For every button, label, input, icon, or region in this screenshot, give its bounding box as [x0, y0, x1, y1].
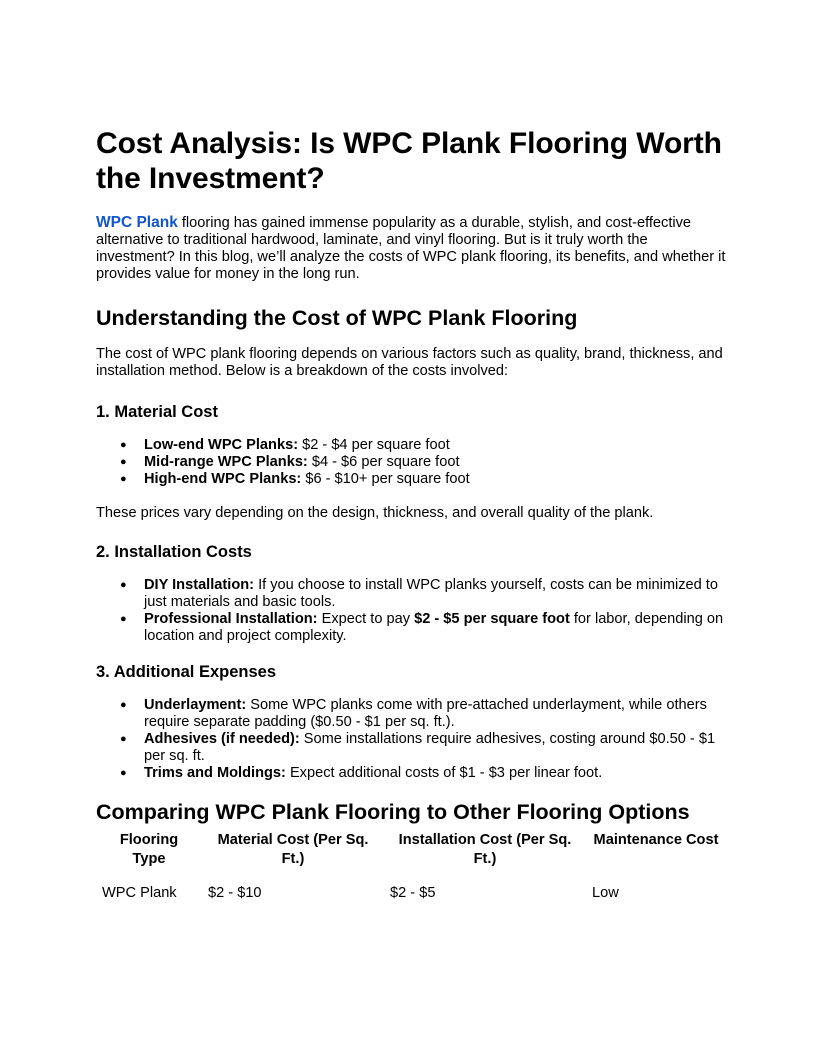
table-cell: Low	[592, 885, 619, 901]
column-header: Installation Cost (Per Sq. Ft.)	[398, 832, 572, 867]
list-item-label: Trims and Moldings:	[144, 765, 286, 781]
page-title: Cost Analysis: Is WPC Plank Flooring Worth the Investment?	[96, 127, 722, 195]
section-heading-comparison: Comparing WPC Plank Flooring to Other Flooring Options	[96, 800, 690, 824]
comparison-table	[96, 831, 726, 908]
list-item	[96, 731, 726, 765]
installation-costs-list	[96, 577, 726, 645]
list-item	[96, 765, 726, 782]
list-item-text: Expect to pay	[317, 611, 415, 627]
material-note: These prices vary depending on the design, thickness, and overall quality of the plank.	[96, 505, 654, 521]
installation-costs-heading: 2. Installation Costs	[96, 543, 252, 561]
list-item-text: for labor, depending on location and project complexity.	[144, 611, 724, 644]
list-item-text: Some installations require adhesives, costing around $0.50 - $1 per sq. ft.	[144, 731, 716, 764]
list-item-label: High-end WPC Planks:	[144, 471, 302, 487]
table-cell: WPC Plank	[102, 885, 177, 901]
material-cost-heading: 1. Material Cost	[96, 403, 218, 421]
list-item-label: Underlayment:	[144, 697, 247, 713]
list-item-text: $6 - $10+ per square foot	[301, 471, 470, 487]
list-item	[96, 697, 726, 731]
table-cell: $2 - $5	[390, 885, 436, 901]
intro-text: flooring has gained immense popularity as a durable, stylish, and cost-effective alternative to traditional hardwood, laminate, and vinyl flooring. But is it truly worth the investment? In this blog, we’ll analyze the costs of WPC plank flooring, its benefits, and whether it provides value for money in the long run.	[96, 215, 726, 282]
intro-paragraph	[96, 214, 726, 283]
cost-paragraph: The cost of WPC plank flooring depends on various factors such as quality, brand, thickness, and installation method. Below is a breakdown of the costs involved:	[96, 346, 723, 379]
table-row	[96, 879, 726, 908]
list-item-label: Professional Installation:	[144, 611, 318, 627]
list-item-label: Mid-range WPC Planks:	[144, 454, 308, 470]
column-header: Flooring Type	[119, 832, 179, 867]
list-item	[96, 454, 726, 471]
document-page	[96, 126, 726, 908]
material-cost-list	[96, 437, 726, 488]
list-item	[96, 471, 726, 488]
section-heading-cost: Understanding the Cost of WPC Plank Flooring	[96, 306, 578, 330]
column-header: Maintenance Cost	[593, 832, 719, 848]
table-header-row	[96, 831, 726, 879]
column-header: Material Cost (Per Sq. Ft.)	[217, 832, 369, 867]
list-item	[96, 611, 726, 645]
list-item-label: Adhesives (if needed):	[144, 731, 300, 747]
list-item-label: Low-end WPC Planks:	[144, 437, 299, 453]
list-item	[96, 437, 726, 454]
list-item-text: Some WPC planks come with pre-attached underlayment, while others require separate padding ($0.50 - $1 per sq. ft.).	[144, 697, 707, 730]
list-item-emphasis: $2 - $5 per square foot	[414, 611, 570, 627]
list-item-text: $2 - $4 per square foot	[298, 437, 450, 453]
table-cell: $2 - $10	[208, 885, 262, 901]
list-item-text: $4 - $6 per square foot	[307, 454, 460, 470]
additional-expenses-list	[96, 697, 726, 782]
additional-expenses-heading: 3. Additional Expenses	[96, 663, 277, 681]
list-item-text: If you choose to install WPC planks yourself, costs can be minimized to just materials and basic tools.	[144, 577, 718, 610]
list-item-text: Expect additional costs of $1 - $3 per linear foot.	[285, 765, 603, 781]
list-item	[96, 577, 726, 611]
list-item-label: DIY Installation:	[144, 577, 255, 593]
wpc-plank-link[interactable]: WPC Plank	[96, 214, 178, 231]
